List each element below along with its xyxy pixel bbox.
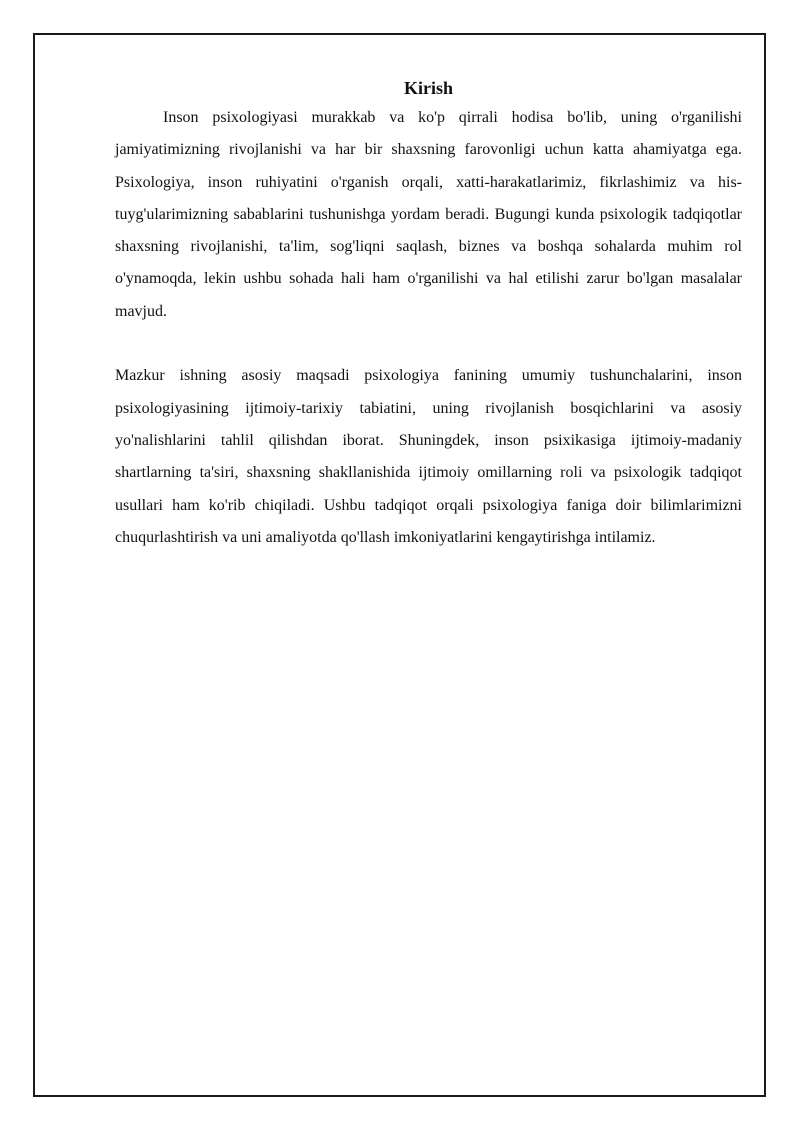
goal-paragraph: Mazkur ishning asosiy maqsadi psixologiya fanining umumiy tushunchalarini, inson psixologiyasining ijtimoiy-tarixiy tabiatini, uning rivojlanish bosqichlarini va asosiy yo'nalishlarini tahlil qilishdan iborat. Shuningdek, inson psixikasiga ijtimoiy-madaniy shartlarning ta'siri, shaxsning shakllanishida ijtimoiy omillarning roli va psixologik tadqiqot usullari ham ko'rib chiqiladi. Ushbu tadqiqot orqali psixologiya faniga doir bilimlarimizni chuqurlashtirish va uni amaliyotda qo'llash imkoniyatlarini kengaytirishga intilamiz. xyxy=(115,367,742,546)
document-title: Kirish xyxy=(403,78,453,98)
paragraph-spacer xyxy=(115,328,742,360)
document-body xyxy=(115,74,742,554)
intro-paragraph: Inson psixologiyasi murakkab va ko'p qirrali hodisa bo'lib, uning o'rganilishi jamiyatimizning rivojlanishi va har bir shaxsning farovonligi uchun katta ahamiyatga ega. Psixologiya, inson ruhiyatini o'rganish orqali, xatti-harakatlarimiz, fikrlashimiz va his-tuyg'ularimizning sabablarini tushunishga yordam beradi. Bugungi kunda psixologik tadqiqotlar shaxsning rivojlanishi, ta'lim, sog'liqni saqlash, biznes va boshqa sohalarda muhim rol o'ynamoqda, lekin ushbu sohada hali ham o'rganilishi va hal etilishi zarur bo'lgan masalalar mavjud. xyxy=(115,109,742,320)
